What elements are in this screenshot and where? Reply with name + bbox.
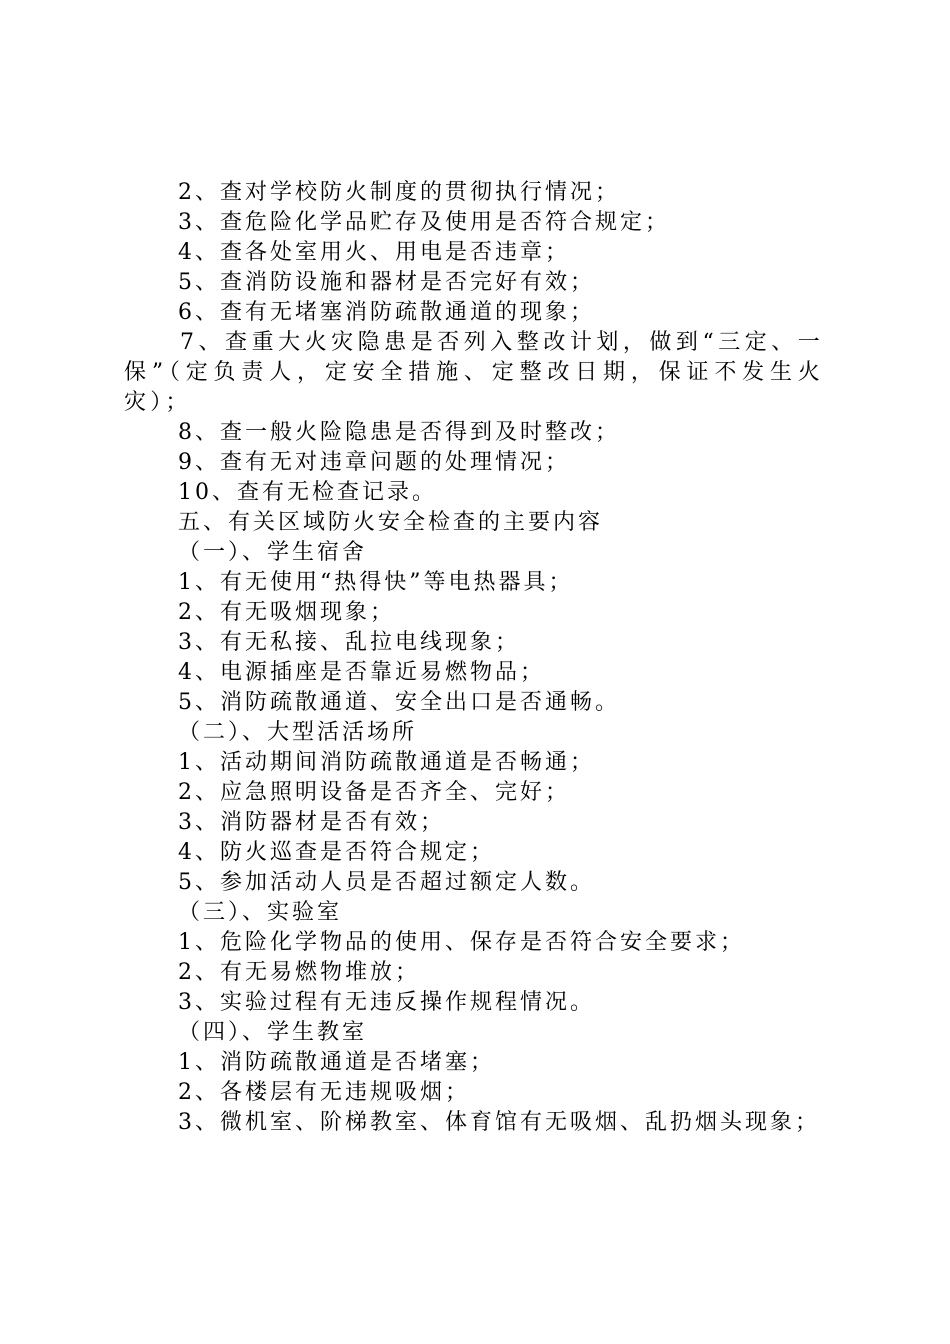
text-line: 5、查消防设施和器材是否完好有效； xyxy=(178,270,595,295)
text-line: 3、消防器材是否有效； xyxy=(178,810,445,835)
text-line: 2、有无吸烟现象； xyxy=(178,600,395,625)
subsection-heading: （一）、学生宿舍 xyxy=(178,540,368,565)
text-line: 4、查各处室用火、用电是否违章； xyxy=(178,240,570,265)
subsection-heading: （四）、学生教室 xyxy=(178,1020,368,1045)
text-line: 9、查有无对违章问题的处理情况； xyxy=(178,450,570,475)
section-heading: 五、有关区域防火安全检查的主要内容 xyxy=(178,510,604,535)
text-line: 10、查有无检查记录。 xyxy=(178,480,437,505)
text-line: 3、微机室、阶梯教室、体育馆有无吸烟、乱扔烟头现象； xyxy=(178,1110,820,1135)
document-body xyxy=(0,178,950,1138)
text-line: 3、实验过程有无违反操作规程情况。 xyxy=(178,990,595,1015)
text-line: 2、有无易燃物堆放； xyxy=(178,960,420,985)
subsection-heading: （二）、大型活活场所 xyxy=(178,720,418,745)
text-line: 5、消防疏散通道、安全出口是否通畅。 xyxy=(178,690,620,715)
subsection-heading: （三）、实验室 xyxy=(178,900,343,925)
text-line: 1、危险化学物品的使用、保存是否符合安全要求； xyxy=(178,930,745,955)
text-line: 1、活动期间消防疏散通道是否畅通； xyxy=(178,750,595,775)
text-line: 5、参加活动人员是否超过额定人数。 xyxy=(178,870,595,895)
text-line: 1、消防疏散通道是否堵塞； xyxy=(178,1050,495,1075)
text-line: 8、查一般火险隐患是否得到及时整改； xyxy=(178,420,620,445)
text-line: 2、各楼层有无违规吸烟； xyxy=(178,1080,470,1105)
text-line: 4、防火巡查是否符合规定； xyxy=(178,840,495,865)
text-line: 2、查对学校防火制度的贯彻执行情况； xyxy=(178,180,620,205)
text-line: 1、有无使用“热得快”等电热器具； xyxy=(178,570,574,595)
text-line: 6、查有无堵塞消防疏散通道的现象； xyxy=(178,300,595,325)
text-line: 3、有无私接、乱拉电线现象； xyxy=(178,630,520,655)
text-line: 3、查危险化学品贮存及使用是否符合规定； xyxy=(178,210,670,235)
text-line: 2、应急照明设备是否齐全、完好； xyxy=(178,780,570,805)
paragraph-item-7: 7、查重大火灾隐患是否列入整改计划，做到“三定、一保”（定负责人，定安全措施、定整改日期，保证不发生火灾）； xyxy=(124,330,824,415)
text-line: 4、电源插座是否靠近易燃物品； xyxy=(178,660,545,685)
